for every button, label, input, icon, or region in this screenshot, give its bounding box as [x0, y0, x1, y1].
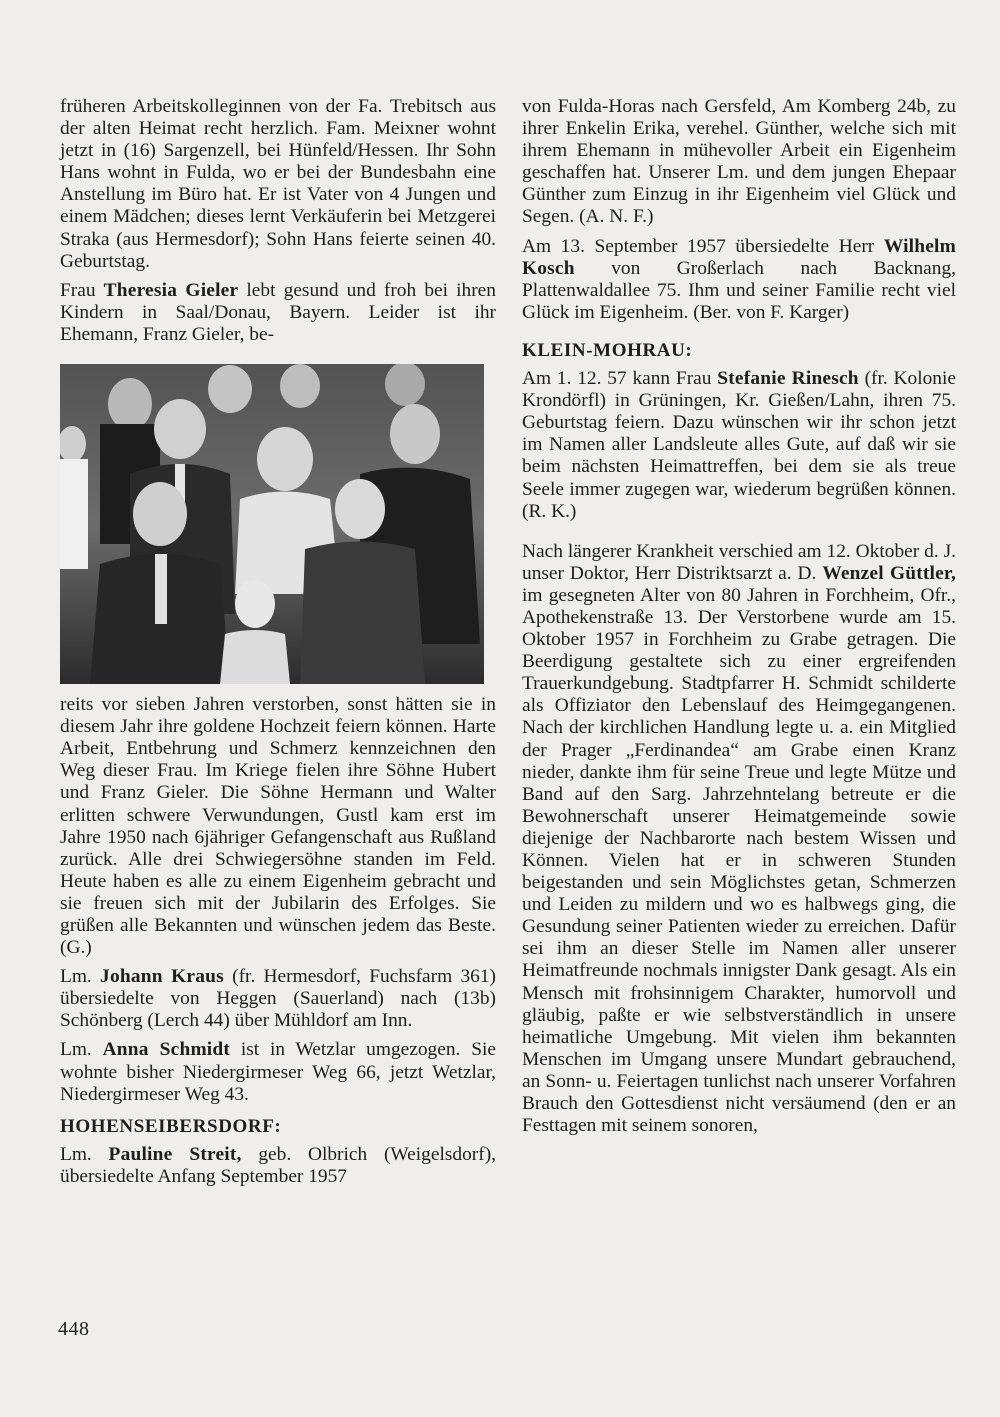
article-streit-continued: von Fulda-Horas nach Gersfeld, Am Komberg 24b, zu ihrer Enkelin Erika, verehel. Günther, welche sich mit ihrem Ehemann in mühevoller Arbeit ein Eigenheim geschaffen hat. Unserer Lm. und dem jungen Ehepaar Günther zum Einzug in ihr Eigenheim viel Glück und Segen. (A. N. F.) [522, 96, 956, 228]
page-number: 448 [58, 1318, 90, 1340]
section-heading-klein-mohrau: KLEIN-MOHRAU: [522, 339, 693, 361]
gieler-name: Theresia Gieler [103, 279, 239, 301]
kraus-prefix: Lm. [60, 966, 101, 988]
right-column [522, 96, 956, 1144]
kraus-name: Johann Kraus [100, 966, 224, 988]
article-kraus [60, 966, 496, 1032]
rinesch-text: (fr. Kolonie Krondörfl) in Grüningen, Kr. Gießen/Lahn, ihren 75. Geburtstag feiern. Dazu wünschen wir ihr schon jetzt im Namen aller Landsleute alles Gute, auf daß wir sie beim nächsten Heimattreffen, bei dem sie als treue Seele immer zugegen war, wiederum begrüßen können. (R. K.) [522, 368, 956, 522]
article-rinesch [522, 368, 956, 523]
article-schmidt [60, 1039, 496, 1105]
article-guettler [522, 541, 956, 1138]
schmidt-name: Anna Schmidt [102, 1039, 231, 1061]
family-photo [60, 364, 484, 684]
kosch-text: von Großerlach nach Backnang, Plattenwaldallee 75. Ihm und seiner Familie recht viel Glück im Eigenheim. (Ber. von F. Karger) [522, 257, 956, 323]
guettler-prefix: Nach längerer Krankheit verschied am 12. Oktober d. J. unser Doktor, Herr Distriktsarzt a. D. [522, 540, 956, 584]
kraus-text: (fr. Hermesdorf, Fuchsfarm 361) übersiedelte von Heggen (Sauerland) nach (13b) Schönberg (Lerch 44) über Mühldorf am Inn. [60, 966, 497, 1032]
article-gieler-continued: reits vor sieben Jahren verstorben, sonst hätten sie in diesem Jahr ihre goldene Hochzeit feiern können. Harte Arbeit, Entbehrung und Schmerz kennzeichnen den Weg dieser Frau. Im Kriege fielen ihre Söhne Hubert und Franz Gieler. Die Söhne Hermann und Walter erlitten schwere Verwundungen, Gustl kam erst im Jahre 1950 nach 6jähriger Gefangenschaft aus Rußland zurück. Alle drei Schwiegersöhne standen im Feld. Heute haben es alle zu einem Eigenheim gebracht und sie freuen sich mit der Jubilarin des Erfolges. Sie grüßen alle Bekannten und wünschen jedem das Beste. (G.) [60, 694, 496, 959]
gieler-text: lebt gesund und froh bei ihren Kindern in Saal/Donau, Bayern. Leider ist ihr Ehemann, Franz Gieler, be- [60, 279, 496, 345]
left-column [60, 96, 496, 1195]
rinesch-prefix: Am 1. 12. 57 kann Frau [522, 368, 718, 390]
guettler-name: Wenzel Güttler, [822, 562, 957, 584]
kosch-name: Wilhelm Kosch [522, 235, 956, 279]
family-photo-image [60, 364, 484, 684]
streit-text: geb. Olbrich (Weigelsdorf), übersiedelte Anfang September 1957 [60, 1143, 496, 1187]
kosch-prefix: Am 13. September 1957 übersiedelte Herr [522, 235, 884, 257]
schmidt-text: ist in Wetzlar umgezogen. Sie wohnte bisher Niedergirmeser Weg 66, jetzt Wetzlar, Niedergirmeser Weg 43. [60, 1039, 496, 1105]
guettler-text: im gesegneten Alter von 80 Jahren in Forchheim, Ofr., Apothekenstraße 13. Der Verstorbene wurde am 15. Oktober 1957 in Forchheim zu Grabe getragen. Die Beerdigung gestaltete sich zu einer ergreifenden Trauerkundgebung. Stadtpfarrer H. Schmidt schilderte als Offiziator den Lebenslauf des Heimgegangenen. Nach der kirchlichen Handlung legte u. a. ein Mitglied der Prager „Ferdinandea“ am Grabe einen Kranz nieder, dankte ihm für seine Treue und legte Mütze und Band auf den Sarg. Jahrzehntelang betreute er die Bewohnerschaft unserer Heimatgemeinde sowie diejenige der Nachbarorte nach bestem Wissen und Können. Vielen hat er in schweren Stunden beigestanden und sein Möglichstes getan, Schmerzen und Leiden zu mildern und wo es halbwegs ging, die Gesundung seiner Patienten wieder zu erreichen. Dafür sei ihm an dieser Stelle im Namen aller unserer Heimatfreunde nochmals innigster Dank gesagt. Als ein Mensch mit frohsinnigem Charakter, humorvoll und gläubig, paßte er wie selbstverständlich in unsere heimatliche Umgebung. Mit vielen ihm bekannten Menschen im Umgang unsere Mundart gebrauchend, an Sonn- u. Feiertagen tunlichst nach unserer Vorfahren Brauch den Gottesdienst nicht versäumend (den er an Festtagen mit seinem sonoren, [522, 584, 956, 1137]
gieler-prefix: Frau [60, 279, 104, 301]
streit-prefix: Lm. [60, 1143, 109, 1165]
section-heading-hohenseibersdorf: HOHENSEIBERSDORF: [60, 1115, 282, 1137]
streit-name: Pauline Streit, [108, 1143, 242, 1165]
schmidt-prefix: Lm. [60, 1039, 103, 1061]
article-meixner-text: früheren Arbeitskolleginnen von der Fa. Trebitsch aus der alten Heimat recht herzlich. Fam. Meixner wohnt jetzt in (16) Sargenzell, bei Hünfeld/Hessen. Ihr Sohn Hans wohnt in Fulda, wo er bei der Bundesbahn eine Anstellung im Büro hat. Er ist Vater von 4 Jungen und einem Mädchen; dieses lernt Verkäuferin bei Metzgerei Straka (aus Hermesdorf); Sohn Hans feierte seinen 40. Geburtstag. [60, 96, 496, 272]
article-kosch [522, 236, 956, 324]
article-gieler-intro [60, 280, 496, 346]
rinesch-name: Stefanie Rinesch [717, 368, 859, 390]
article-streit [60, 1144, 496, 1188]
